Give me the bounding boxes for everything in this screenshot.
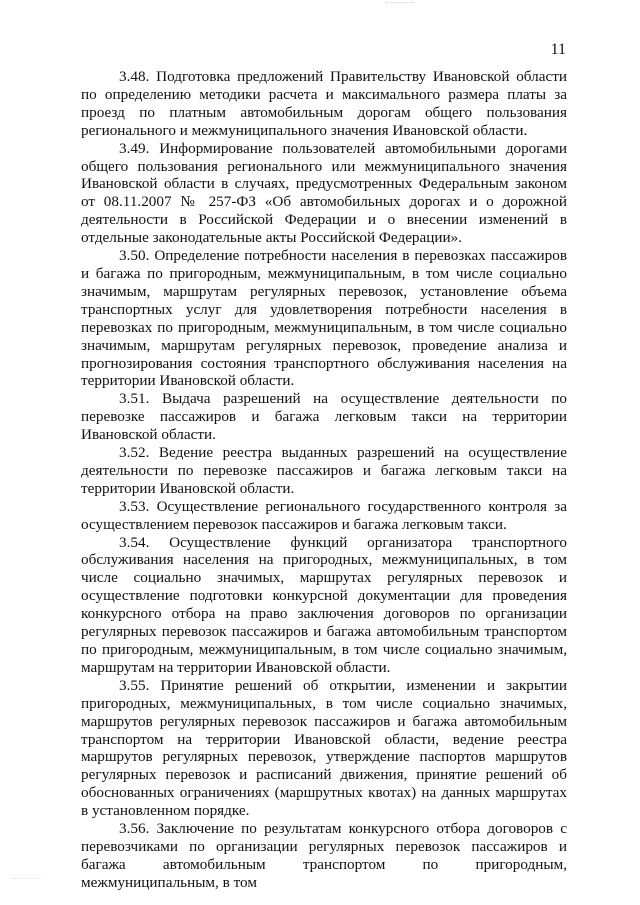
page-number: 11 [550, 41, 566, 58]
document-body [81, 68, 567, 892]
paragraph-3-53: 3.53. Осуществление регионального государственного контроля за осуществлением перевозок пассажиров и багажа легковым такси. [81, 497, 567, 533]
scan-artifact-top [386, 2, 414, 9]
paragraph-3-55: 3.55. Принятие решений об открытии, изменении и закрытии пригородных, межмуниципальных, в том числе социально значимых, маршрутов регулярных перевозок пассажиров и багажа автомобильным транспортом на территории Ивановской области, ведение реестра маршрутов регулярных перевозок, утверждение паспортов маршрутов регулярных перевозок и расписаний движения, принятие решений об обоснованных ограничениях (маршрутных квотах) на данных маршрутах в установленном порядке. [81, 676, 567, 820]
paragraph-3-52: 3.52. Ведение реестра выданных разрешений на осуществление деятельности по перевозке пассажиров и багажа легковым такси на территории Ивановской области. [81, 444, 567, 497]
scan-artifact-left [12, 878, 42, 883]
paragraph-3-49: 3.49. Информирование пользователей автомобильными дорогами общего пользования регионального или межмуниципального значения Ивановской области в случаях, предусмотренных Федеральным законом от 08.11.2007 № 257-ФЗ «Об автомобильных дорогах и о дорожной деятельности в Российской Федерации и о внесении изменений в отдельные законодательные акты Российской Федерации». [81, 139, 567, 247]
paragraph-3-50: 3.50. Определение потребности населения в перевозках пассажиров и багажа по пригородным, межмуниципальным, в том числе социально значимым, маршрутам регулярных перевозок, установление объема транспортных услуг для удовлетворения потребности населения в перевозках по пригородным, межмуниципальным, в том числе социально значимым, маршрутам регулярных перевозок, проведение анализа и прогнозирования состояния транспортного обслуживания населения на территории Ивановской области. [81, 247, 567, 390]
paragraph-3-56: 3.56. Заключение по результатам конкурсного отбора договоров с перевозчиками по организации регулярных перевозок пассажиров и багажа автомобильным транспортом по пригородным, межмуниципальным, в том [81, 820, 567, 891]
paragraph-3-51: 3.51. Выдача разрешений на осуществление деятельности по перевозке пассажиров и багажа легковым такси на территории Ивановской области. [81, 390, 567, 444]
paragraph-3-48: 3.48. Подготовка предложений Правительству Ивановской области по определению методики расчета и максимального размера платы за проезд по платным автомобильным дорогам общего пользования регионального и межмуниципального значения Ивановской области. [81, 68, 567, 139]
paragraph-3-54: 3.54. Осуществление функций организатора транспортного обслуживания населения на пригородных, межмуниципальных, в том числе социально значимых, маршрутах регулярных перевозок и осуществление подготовки конкурсной документации для проведения конкурсного отбора на право заключения договоров по организации регулярных перевозок пассажиров и багажа автомобильным транспортом по пригородным, межмуниципальным, в том числе социально значимым, маршрутам на территории Ивановской области. [81, 533, 567, 676]
